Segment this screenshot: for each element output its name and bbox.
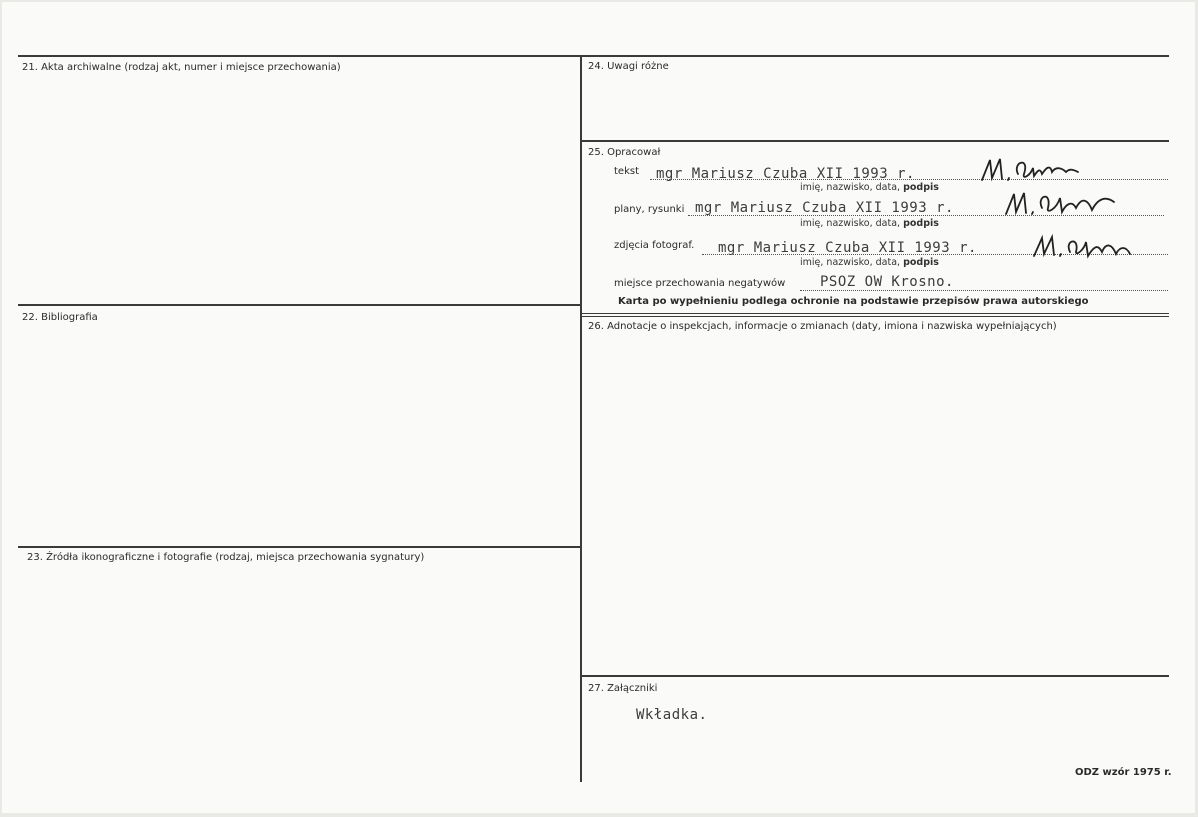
zalaczniki-value: Wkładka.: [636, 707, 708, 723]
signature-plany: [1002, 188, 1132, 218]
record-card-sheet: [2, 2, 1195, 813]
negatywy-dotted-line: [800, 290, 1168, 291]
signature-zdjecia: [1030, 232, 1150, 260]
divider-21-22: [18, 304, 581, 306]
top-rule: [18, 55, 1169, 57]
form-footer: ODZ wzór 1975 r.: [1075, 767, 1172, 778]
section-23-label: 23. Źródła ikonograficzne i fotografie (rodzaj, miejsca przechowania sygnatury): [27, 552, 425, 563]
section-21-label: 21. Akta archiwalne (rodzaj akt, numer i miejsce przechowania): [22, 62, 341, 73]
negatywy-label: miejsce przechowania negatywów: [614, 278, 786, 289]
zdjecia-label: zdjęcia fotograf.: [614, 240, 695, 251]
zdjecia-value: mgr Mariusz Czuba XII 1993 r.: [718, 240, 977, 256]
section-25-label: 25. Opracował: [588, 147, 661, 158]
divider-25-26-b: [582, 316, 1169, 317]
tekst-value: mgr Mariusz Czuba XII 1993 r.: [656, 166, 915, 182]
tekst-label: tekst: [614, 166, 639, 177]
section-22-label: 22. Bibliografia: [22, 312, 98, 323]
copyright-note: Karta po wypełnieniu podlega ochronie na podstawie przepisów prawa autorskiego: [618, 296, 1089, 307]
center-divider: [580, 56, 582, 782]
section-24-label: 24. Uwagi różne: [588, 61, 669, 72]
plany-hint: imię, nazwisko, data, podpis: [800, 218, 939, 229]
section-27-label: 27. Załączniki: [588, 683, 658, 694]
plany-label: plany, rysunki: [614, 204, 685, 215]
divider-22-23: [18, 546, 581, 548]
tekst-hint: imię, nazwisko, data, podpis: [800, 182, 939, 193]
section-26-label: 26. Adnotacje o inspekcjach, informacje o zmianach (daty, imiona i nazwiska wypełniających): [588, 321, 1057, 332]
zdjecia-hint: imię, nazwisko, data, podpis: [800, 257, 939, 268]
divider-24-25: [582, 140, 1169, 142]
negatywy-value: PSOZ OW Krosno.: [820, 274, 954, 290]
divider-26-27: [582, 675, 1169, 677]
signature-tekst: [978, 154, 1108, 184]
divider-25-26-a: [582, 313, 1169, 314]
plany-value: mgr Mariusz Czuba XII 1993 r.: [695, 200, 954, 216]
